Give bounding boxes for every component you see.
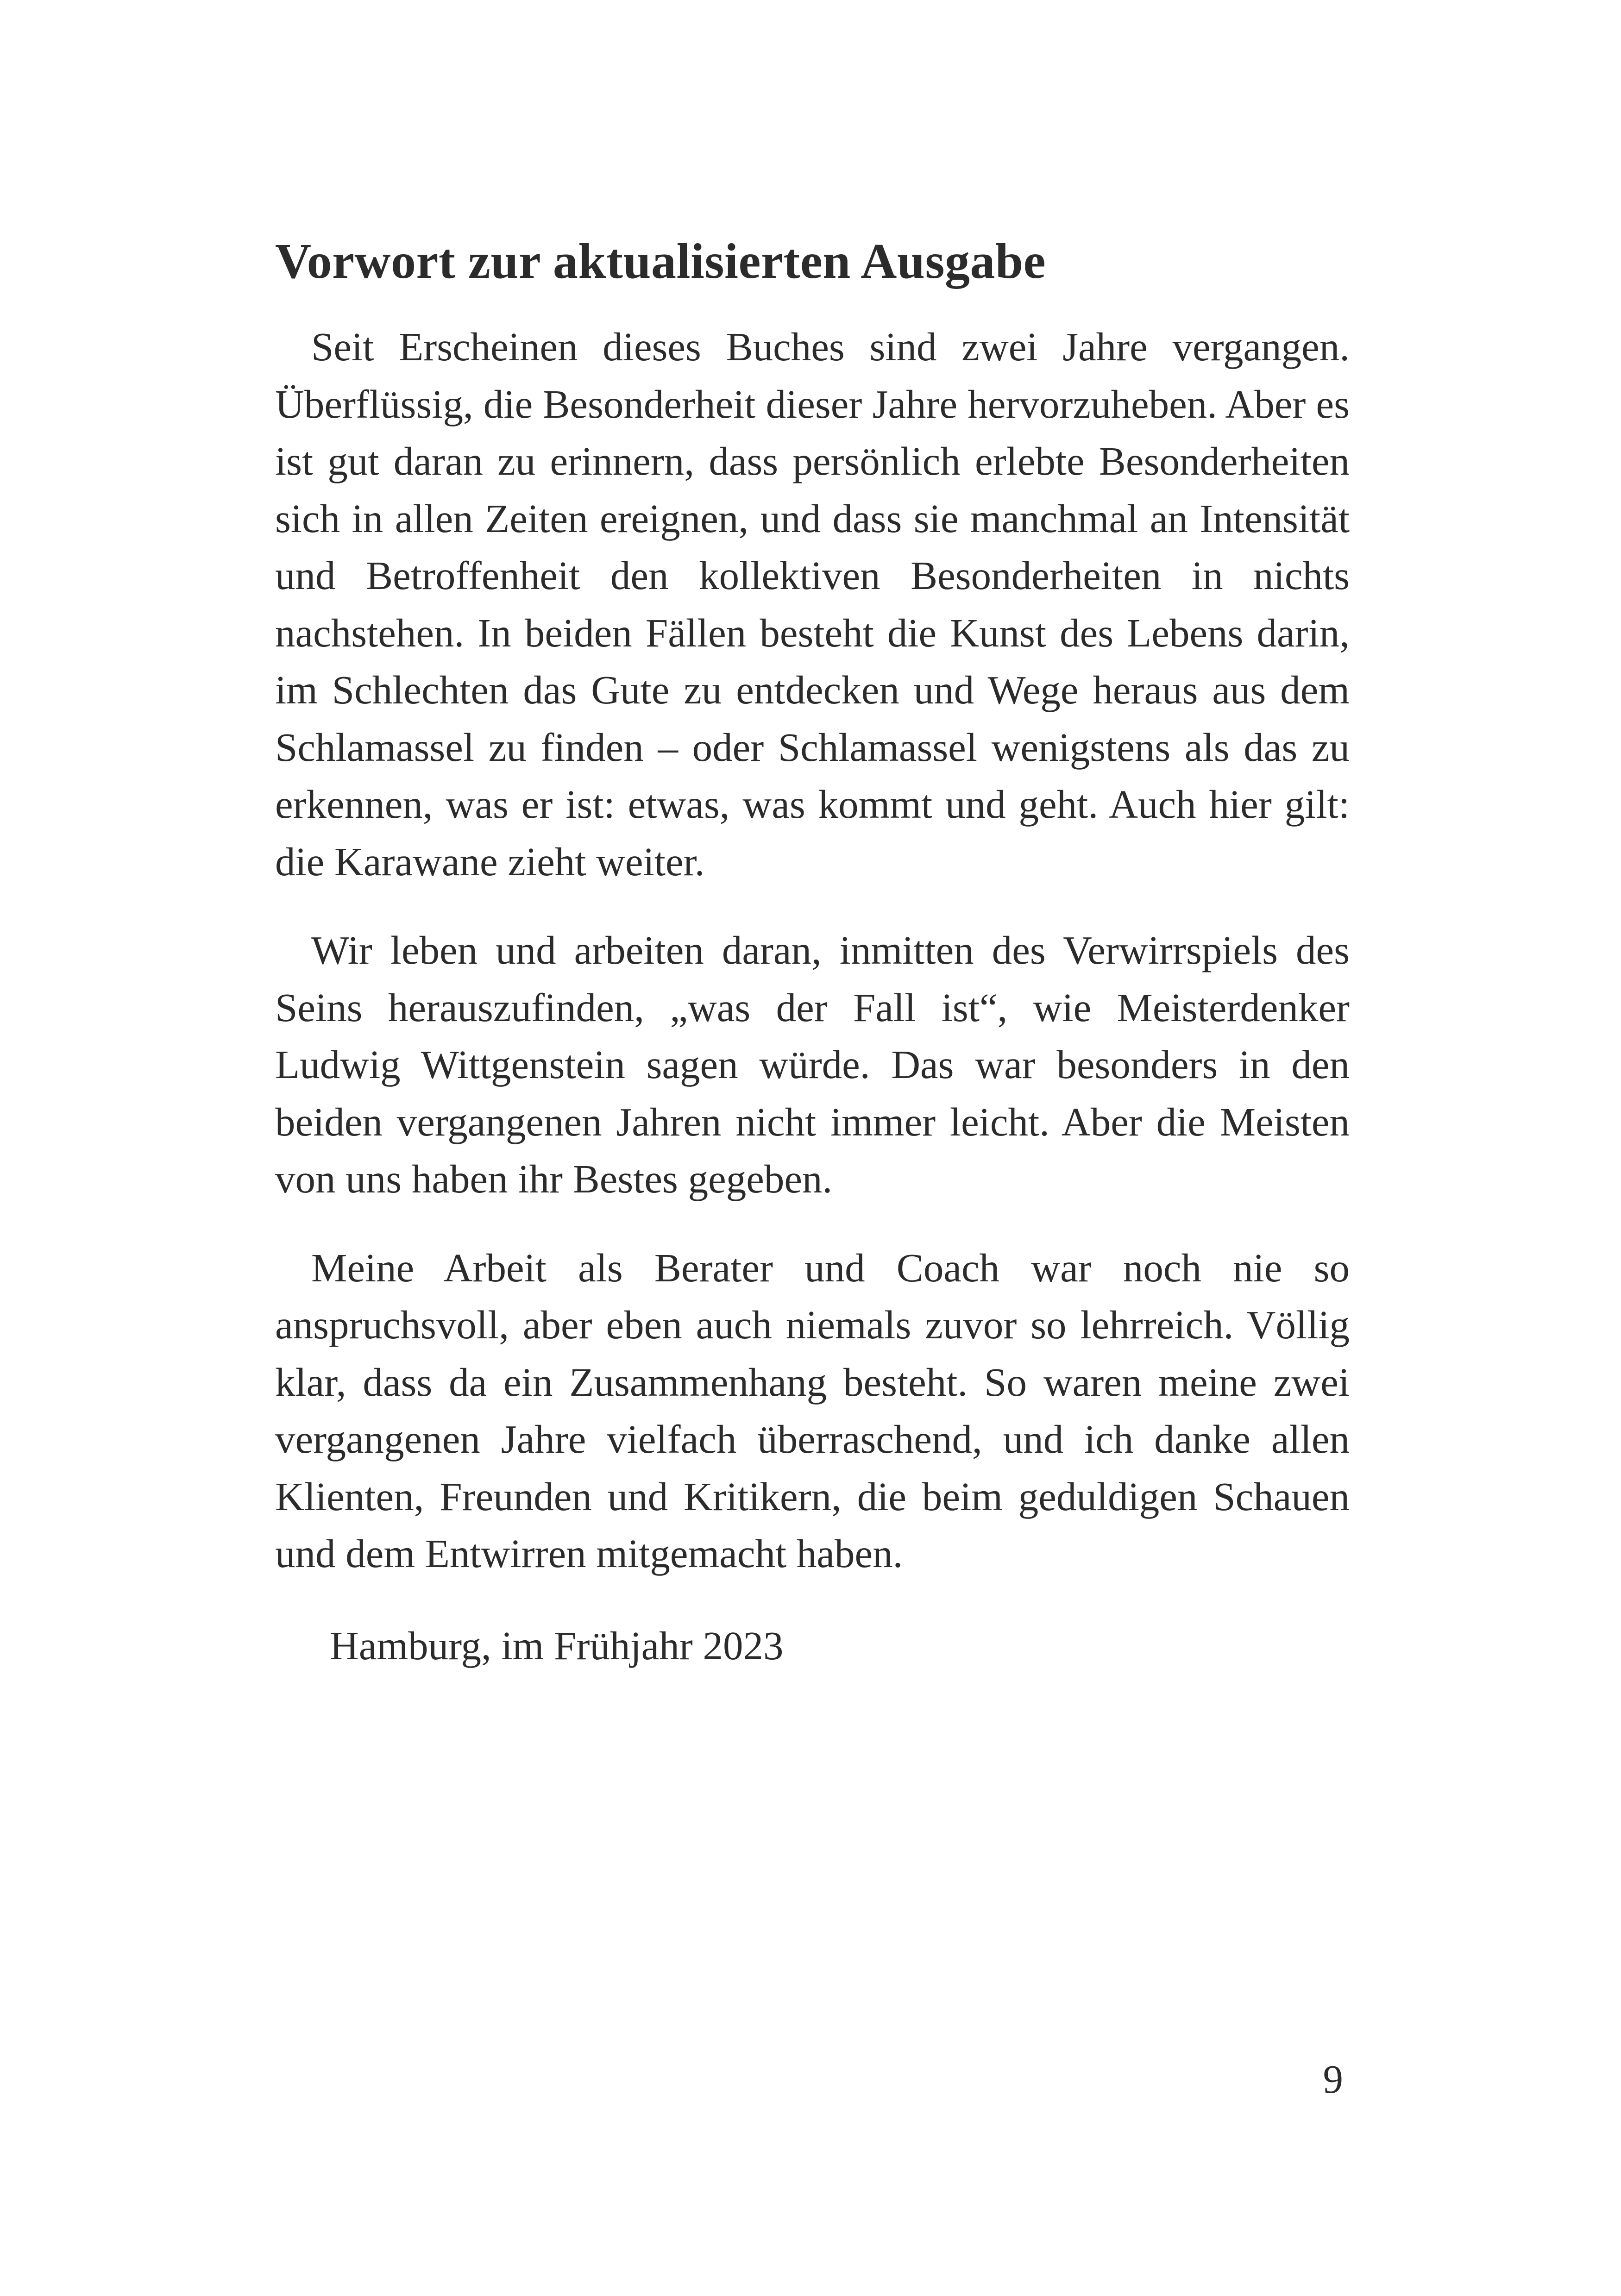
text-block [275,229,1350,1674]
paragraph-2: Wir leben und arbeiten daran, inmitten des Verwirrspiels des Seins herauszufinden, „was der Fall ist“, wie Meisterdenker Ludwig Wittgenstein sagen würde. Das war besonders in den beiden vergangenen Jahren nicht immer leicht. Aber die Meisten von uns haben ihr Bestes gegeben. [275,928,1350,1201]
place-date-signature: Hamburg, im Frühjahr 2023 [330,1623,784,1668]
paragraph-1: Seit Erscheinen dieses Buches sind zwei Jahre vergangen. Überflüssig, die Besonderheit dieser Jahre hervorzuheben. Aber es ist gut daran zu erinnern, dass persönlich erlebte Besonderheiten sich in allen Zeiten ereignen, und dass sie manchmal an Intensität und Betroffenheit den kollektiven Besonderheiten in nichts nachstehen. In beiden Fällen besteht die Kunst des Lebens darin, im Schlechten das Gute zu entdecken und Wege heraus aus dem Schlamassel zu finden – oder Schlamassel wenigstens als das zu erkennen, was er ist: etwas, was kommt und geht. Auch hier gilt: die Karawane zieht weiter. [275,324,1350,884]
page-number: 9 [1323,2057,1343,2102]
paragraph-3: Meine Arbeit als Berater und Coach war noch nie so anspruchsvoll, aber eben auch niemals zuvor so lehrreich. Völlig klar, dass da ein Zusammenhang besteht. So waren meine zwei vergangenen Jahre vielfach überraschend, und ich danke allen Klienten, Freunden und Kritikern, die beim geduldigen Schauen und dem Entwirren mitgemacht haben. [275,1245,1350,1576]
page-title: Vorwort zur aktualisierten Ausgabe [275,234,1046,289]
